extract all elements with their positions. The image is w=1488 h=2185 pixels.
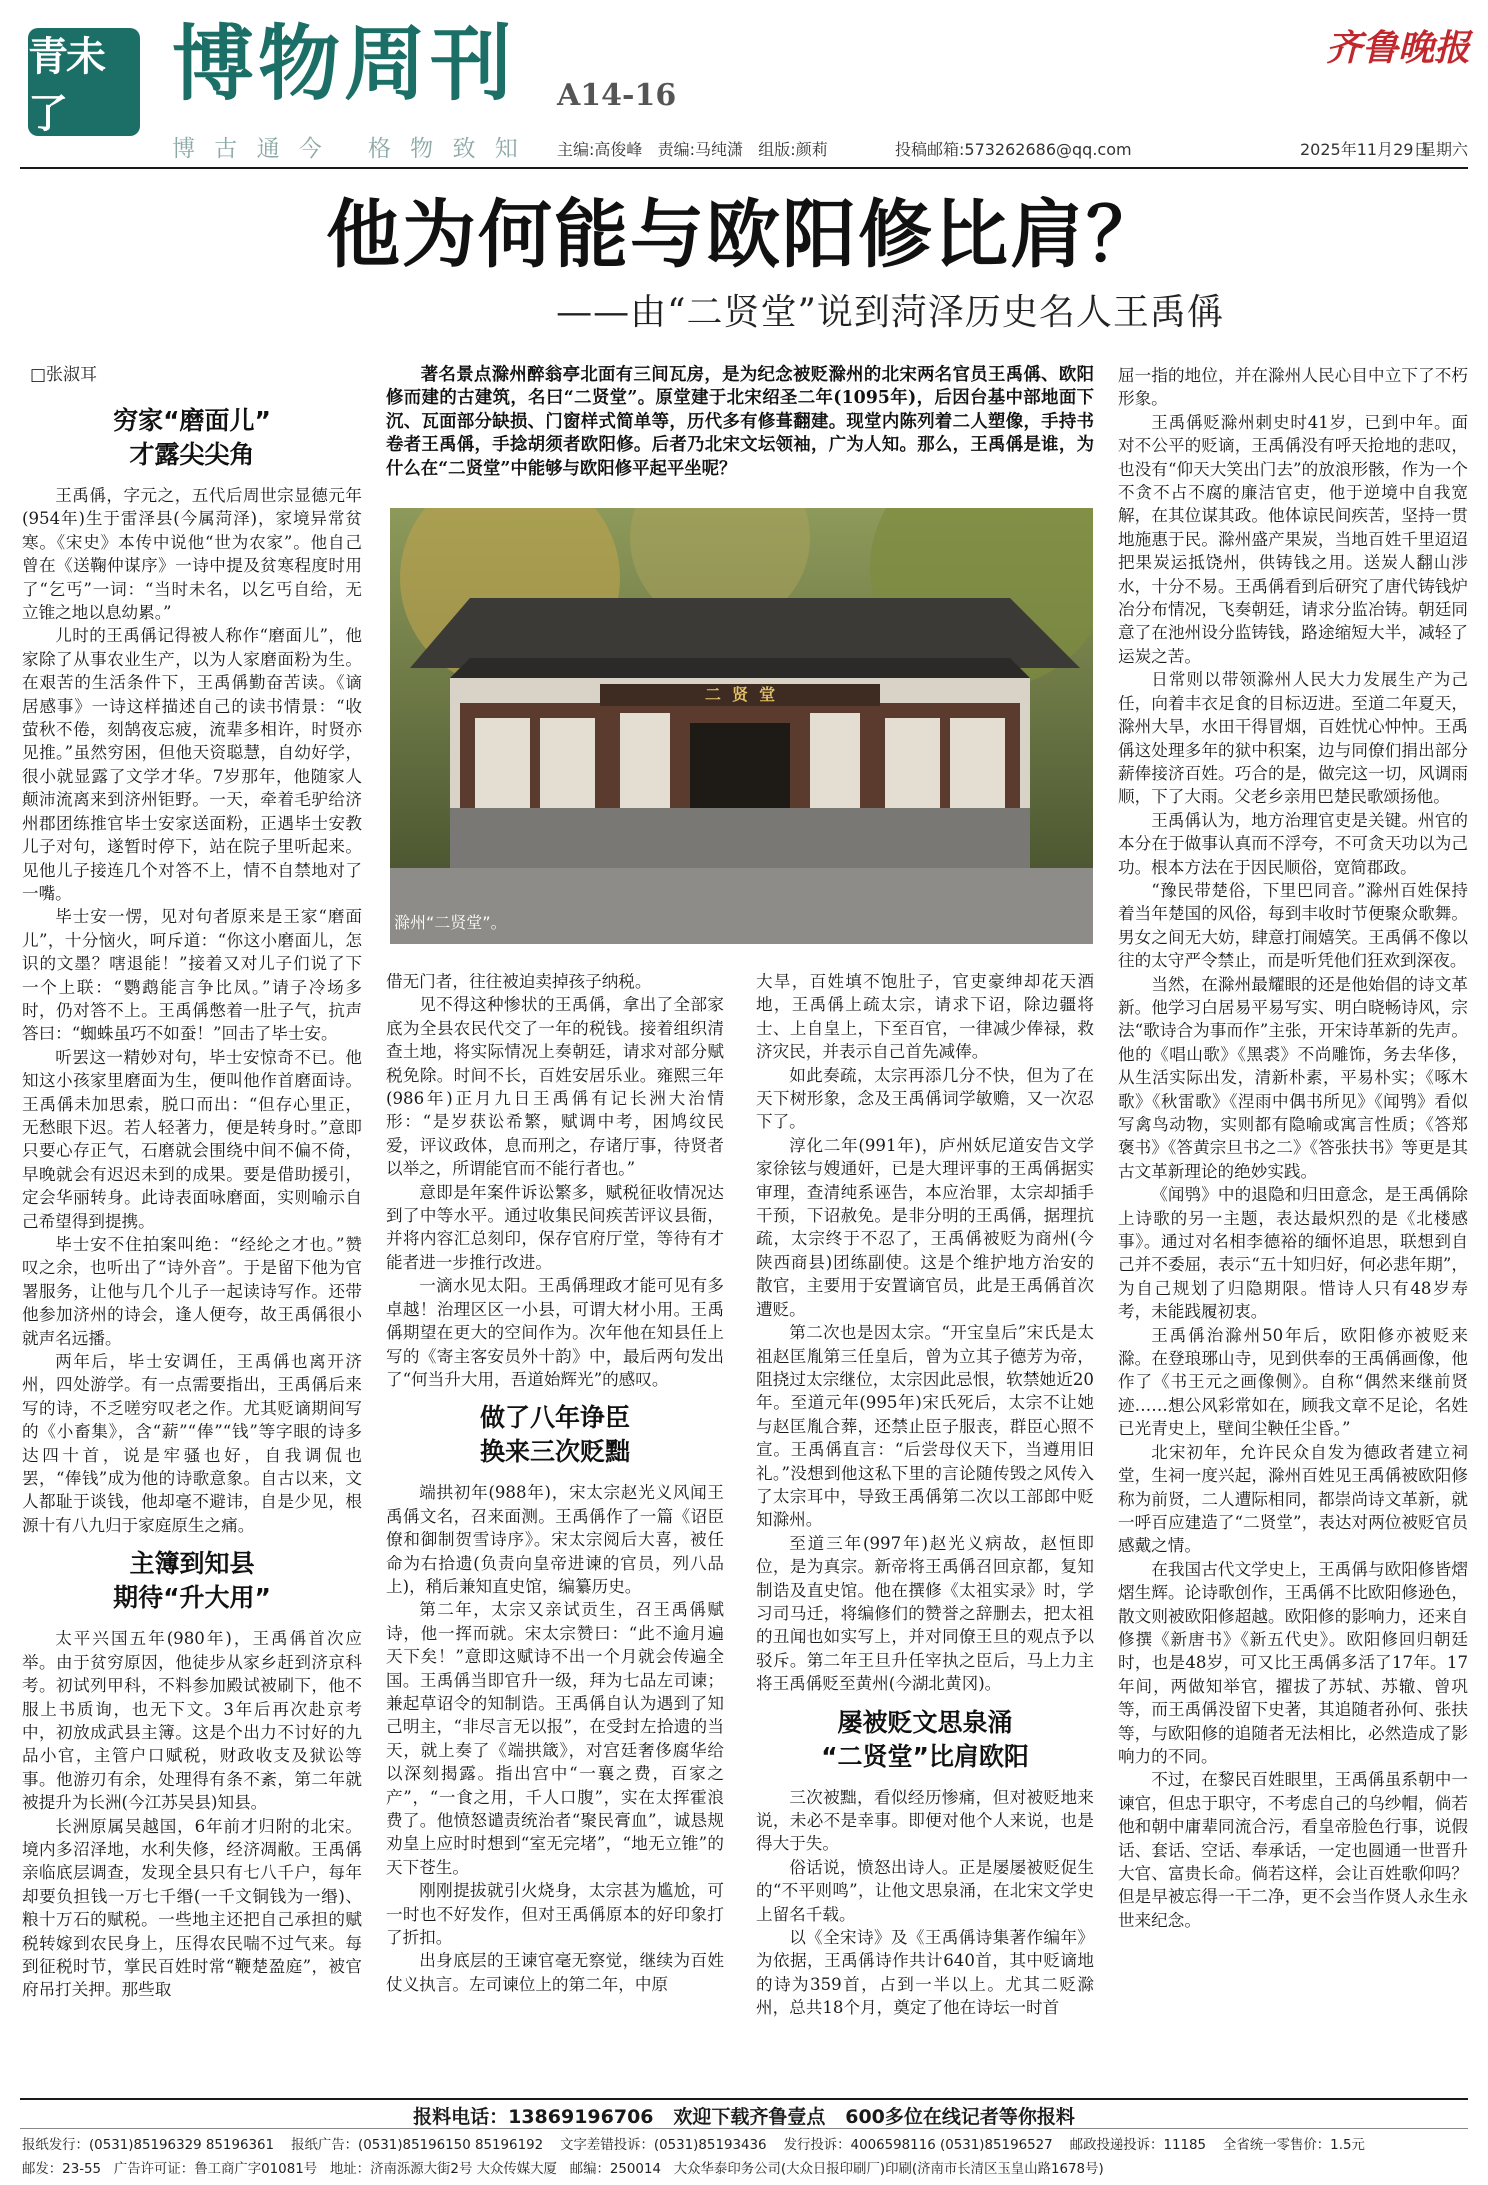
paragraph: 北宋初年，允许民众自发为德政者建立祠堂，生祠一度兴起，滁州百姓见王禹偁被欧阳修称为前贤，二人遭际相同，都崇尚诗文革新，就一呼百应建造了“二贤堂”，表达对两位被贬官员感戴之情。	[1118, 1442, 1468, 1556]
hall-photo-illustration	[390, 508, 1093, 944]
brand-logo-text: 青未了	[28, 33, 104, 137]
footer-rule-2	[20, 2128, 1468, 2129]
hall-photo	[390, 508, 1093, 944]
paragraph: 听罢这一精妙对句，毕士安惊奇不已。他知这小孩家里磨面为生，便叫他作首磨面诗。王禹偁未加思索，脱口而出：“但存心里正，无愁眼下迟。若人轻著力，便是转身时。”意即只要心存正气，石磨就会围绕中间不偏不倚，早晚就会有迟迟未到的成果。要是借助援引，定会华丽转身。此诗表面咏磨面，实则喻示自己希望得到提携。	[22, 1047, 362, 1231]
article-subtitle: ——由“二贤堂”说到菏泽历史名人王禹偁	[556, 292, 1224, 333]
paragraph: 两年后，毕士安调任，王禹偁也离开济州，四处游学。有一点需要指出，王禹偁后来写的诗，不乏嗟穷叹老之作。尤其贬谪期间写的《小畜集》，含“薪”“俸”“钱”等字眼的诗多达四十首，说是牢骚也好，自我调侃也罢，“俸钱”成为他的诗歌意象。自古以来，文人都耻于谈钱，他却毫不避讳，自是少见，根源十有八九归于家庭原生之痛。	[22, 1352, 362, 1535]
paragraph: 三次被黜，看似经历惨痛，但对被贬地来说，未必不是幸事。即便对他个人来说，也是得大于失。	[756, 1787, 1094, 1854]
section-heading-4: 屡被贬文思泉涌 “二贤堂”比肩欧阳	[821, 1707, 1029, 1771]
paragraph: 一滴水见太阳。王禹偁理政才能可见有多卓越！治理区区一小县，可谓大材小用。王禹偁期望在更大的空间作为。次年他在知县任上写的《寄主客安员外十韵》中，最后两句发出了“何当升大用，吾道始辉光”的感叹。	[386, 1276, 724, 1389]
paragraph: 长洲原属吴越国，6年前才归附的北宋。境内多沼泽地，水利失修，经济凋敝。王禹偁亲临底层调查，发现全县只有七八千户，每年却要负担钱一万七千缗(一千文铜钱为一缗)、粮十万石的赋税。一些地主还把自己承担的赋税转嫁到农民身上，压得农民喘不过气来。每到征税时节，掌民百姓时常“鞭楚盈庭”，被官府吊打关押。那些取	[22, 1816, 362, 2000]
paragraph: “豫民带楚俗，下里巴同音。”滁州百姓保持着当年楚国的风俗，每到丰收时节便聚众歌舞。男女之间无大妨，肆意打闹嬉笑。王禹偁不像以往的太守严令禁止，而是听凭他们狂欢到深夜。	[1118, 880, 1468, 971]
issue-date: 2025年11月29日	[1300, 140, 1430, 159]
footer-printing: 邮发：23-55 广告许可证：鲁工商广字01081号 地址：济南泺源大街2号 大众传媒大厦 邮编：250014 大众华泰印务公司(大众日报印刷厂)印刷(济南市长清区玉皇山路1678号)	[22, 2162, 1104, 2177]
brand-logo	[28, 28, 140, 136]
footer-rule	[20, 2098, 1468, 2100]
issue-weekday: 星期六	[1420, 140, 1469, 159]
paragraph: 以《全宋诗》及《王禹偁诗集著作编年》为依据，王禹偁诗作共计640首，其中贬谪地的诗为359首，占到一半以上。尤其二贬滁州，总共18个月，奠定了他在诗坛一时首	[756, 1928, 1094, 2018]
paragraph: 大旱，百姓填不饱肚子，官吏豪绅却花天酒地，王禹偁上疏太宗，请求下诏，除边疆将士、上自皇上，下至百官，一律减少俸禄，救济灾民，并表示自己首先减俸。	[756, 972, 1094, 1062]
article-lead: 著名景点滁州醉翁亭北面有三间瓦房，是为纪念被贬滁州的北宋两名官员王禹偁、欧阳修而建的古建筑，名曰“二贤堂”。原堂建于北宋绍圣二年(1095年)，后因台基中部地面下沉、瓦面部分缺损、门窗样式简单等，历代多有修葺翻建。现堂内陈列着二人塑像，手持书卷者王禹偁，手捻胡须者欧阳修。后者乃北宋文坛领袖，广为人知。那么，王禹偁是谁，为什么在“二贤堂”中能够与欧阳修平起平坐呢？	[386, 365, 1094, 479]
paragraph: 第二年，太宗又亲试贡生，召王禹偁赋诗，他一挥而就。宋太宗赞曰：“此不逾月遍天下矣！”意即这赋诗不出一个月就会传遍全国。王禹偁当即官升一级，拜为七品左司谏；兼起草诏令的知制诰。王禹偁自认为遇到了知己明主，“非尽言无以报”，在受封左拾遗的当天，就上奏了《端拱箴》，对宫廷奢侈腐华给以深刻揭露。指出宫中“一襄之费，百家之产”，“一食之用，千人口腹”，实在太挥霍浪费了。他愤怒谴责统治者“聚民膏血”，诚恳规劝皇上应时时想到“室无完堵”，“地无立锥”的天下苍生。	[386, 1600, 724, 1877]
paragraph: 毕士安不住拍案叫绝：“经纶之才也。”赞叹之余，也听出了“诗外音”。于是留下他为官署服务，让他与几个儿子一起读诗写作。还带他参加济州的诗会，逢人便夸，故王禹偁很小就声名远播。	[22, 1235, 362, 1348]
article-title: 他为何能与欧阳修比肩？	[326, 192, 1162, 278]
slogan: 博 古 通 今 格 物 致 知	[172, 136, 524, 162]
paragraph: 出身底层的王谏官毫无察觉，继续为百姓仗义执言。左司谏位上的第二年，中原	[386, 1951, 724, 1994]
paragraph: 《闻鸮》中的退隐和归田意念，是王禹偁除上诗歌的另一主题，表达最炽烈的是《北楼感事》。通过对名相李德裕的缅怀追思，联想到自己并不委屈，表示“五十知归好，何必悲年期”，为自己规划了归隐期限。惜诗人只有48岁寿考，未能践履初衷。	[1118, 1185, 1468, 1322]
paragraph: 当然，在滁州最耀眼的还是他始倡的诗文革新。他学习白居易平易写实、明白晓畅诗风，宗法“歌诗合为事而作”主张，开宋诗革新的先声。他的《唱山歌》《黑裘》不尚雕饰，务去华侈，从生活实际出发，清新朴素，平易朴实；《啄木歌》《秋雷歌》《涅雨中偶书所见》《闻鸮》看似写禽鸟动物，实则都有隐喻或寓言性质；《答郑褒书》《答黄宗旦书之二》《答张扶书》等更是其古文革新理论的绝妙实践。	[1118, 974, 1468, 1181]
photo-caption: 滁州“二贤堂”。	[394, 913, 507, 932]
paragraph: 刚刚提拔就引火烧身，太宗甚为尴尬，可一时也不好发作，但对王禹偁原本的好印象打了折扣。	[386, 1881, 724, 1948]
paragraph: 毕士安一愣，见对句者原来是王家“磨面儿”，十分恼火，呵斥道：“你这小磨面儿，怎识的文墨？嗐退能！”接着又对儿子们说了下一个上联：“鹦鹉能言争比凤。”请子冷场多时，仍对答不上。王禹偁憋着一肚子气，抗声答曰：“蜘蛛虽巧不如蚕！”回击了毕士安。	[22, 907, 362, 1044]
author-byline: □张淑耳	[30, 365, 98, 385]
footer-hotline: 报料电话：13869196706 欢迎下载齐鲁壹点 600多位在线记者等你报料	[413, 2106, 1075, 2128]
section-heading-2: 主簿到知县 期待“升大用”	[113, 1549, 271, 1613]
editors-credit: 主编:高俊峰 责编:马纯潇 组版:颜莉	[557, 140, 828, 159]
column-4	[1118, 364, 1468, 1932]
paper-name: 齐鲁晚报	[1326, 27, 1471, 69]
section-title: 博物周刊	[172, 16, 517, 112]
paragraph: 在我国古代文学史上，王禹偁与欧阳修皆熠熠生辉。论诗歌创作，王禹偁不比欧阳修逊色，散文则被欧阳修超越。欧阳修的影响力，还来自修撰《新唐书》《新五代史》。欧阳修回归朝廷时，也是48岁，可又比王禹偁多活了17年。17年间，两做知举官，擢拔了苏轼、苏辙、曾巩等，而王禹偁没留下史著，其追随者孙何、张扶等，与欧阳修的追随者无法相比，必然造成了影响力的不同。	[1118, 1559, 1468, 1766]
paragraph: 如此奏疏，太宗再添几分不快，但为了在天下树形象，念及王禹偁词学敏赡，又一次忍下了。	[756, 1065, 1094, 1132]
masthead-rule	[20, 167, 1468, 169]
paragraph: 淳化二年(991年)，庐州妖尼道安告文学家徐铉与嫂通奸，已是大理评事的王禹偁据实审理，查清纯系诬告，本应治罪，太宗却插手干预，下诏赦免。是非分明的王禹偁，据理抗疏，太宗终于不忍了，王禹偁被贬为商州(今陕西商县)团练副使。这是个维护地方治安的散官，主要用于安置谪官员，此是王禹偁首次遭贬。	[756, 1135, 1094, 1319]
paragraph: 儿时的王禹偁记得被人称作“磨面儿”，他家除了从事农业生产，以为人家磨面粉为生。在艰苦的生活条件下，王禹偁勤奋苦读。《谪居感事》一诗这样描述自己的读书情景：“收萤秋不倦，刻鹄夜忘疲，流辈多相许，时贤亦见推。”虽然穷困，但他天资聪慧，自幼好学，很小就显露了文学才华。7岁那年，他随家人颠沛流离来到济州钜野。一天，牵着毛驴给济州郡团练推官毕士安家送面粉，正遇毕士安教儿子对句，遂暂时停下，站在院子里听起来。见他儿子接连几个对答不上，情不自禁地对了一嘴。	[22, 626, 362, 903]
section-heading-3: 做了八年诤臣 换来三次贬黜	[479, 1403, 630, 1467]
paragraph: 借无门者，往往被迫卖掉孩子纳税。	[386, 972, 652, 991]
paragraph: 王禹偁，字元之，五代后周世宗显德元年(954年)生于雷泽县(今属菏泽)，家境异常贫寒。《宋史》本传中说他“世为农家”。他自己曾在《送鞠仲谋序》一诗中提及贫寒程度时用了“乞丐”一词：“当时未名，以乞丐自给，无立锥之地以息幼累。”	[22, 486, 362, 623]
paragraph: 王禹偁认为，地方治理官吏是关键。州官的本分在于做事认真而不浮夸，不可贪天功以为己功。根本方法在于因民顺俗，宽简郡政。	[1118, 810, 1468, 877]
submission-email: 投稿邮箱:573262686@qq.com	[895, 140, 1132, 159]
paragraph: 屈一指的地位，并在滁州人民心目中立下了不朽形象。	[1118, 366, 1468, 409]
column-2	[386, 970, 724, 1996]
section-heading-1: 穷家“磨面儿” 才露尖尖角	[113, 406, 271, 469]
paragraph: 端拱初年(988年)，宋太宗赵光义风闻王禹偁文名，召来面测。王禹偁作了一篇《诏臣僚和御制贺雪诗序》。宋太宗阅后大喜，被任命为右拾遗(负责向皇帝进谏的官员，列八品上)，稍后兼知直史馆，编纂历史。	[386, 1483, 724, 1596]
paragraph: 太平兴国五年(980年)，王禹偁首次应举。由于贫穷原因，他徒步从家乡赶到济京科考。初试列甲科，不料参加殿试被刷下，他不服上书质询，也无下文。3年后再次赴京考中，初放成武县主簿。这是个出力不讨好的九品小官，主管户口赋税，财政收支及狱讼等事。他游刃有余，处理得有条不紊，第二年就被提升为长洲(今江苏吴县)知县。	[22, 1629, 362, 1813]
hall-signboard: 二 贤 堂	[704, 685, 776, 704]
paragraph: 不过，在黎民百姓眼里，王禹偁虽系朝中一谏官，但忠于职守，不考虑自己的乌纱帽，倘若他和朝中庸辈同流合污，看皇帝脸色行事，说假话、套话、空话、奉承话，一定也圆通一世晋升大官、富贵长命。倘若这样，会让百姓歌仰吗？但是早被忘得一干二净，更不会当作贤人永生永世来纪念。	[1118, 1770, 1468, 1930]
footer-contacts: 报纸发行：(0531)85196329 85196361 报纸广告：(0531)85196150 85196192 文字差错投诉：(0531)85193436 发行投诉：4006598116 (0531)85196527 邮政投递投诉：11185 全省统一零售价：1.5元	[22, 2138, 1365, 2153]
paragraph: 第二次也是因太宗。“开宝皇后”宋氏是太祖赵匡胤第三任皇后，曾为立其子德芳为帝，阻挠过太宗继位，太宗因此忌恨，软禁她近20年。至道元年(995年)宋氏死后，太宗不让她与赵匡胤合葬，还禁止臣子服丧，群臣心照不宣。王禹偁直言：“后尝母仪天下，当遵用旧礼。”没想到他这私下里的言论随传毁之风传入了太宗耳中，导致王禹偁第二次以工部郎中贬知滁州。	[756, 1323, 1094, 1530]
paragraph: 至道三年(997年)赵光义病故，赵恒即位，是为真宗。新帝将王禹偁召回京都，复知制诰及直史馆。他在撰修《太祖实录》时，学习司马迁，将编修们的赞誉之辞删去，把太祖的丑闻也如实写上，并对同僚王旦的观点予以驳斥。第二年王旦升任宰执之臣后，马上力主将王禹偁贬至黄州(今湖北黄冈)。	[756, 1533, 1094, 1694]
paragraph: 意即是年案件诉讼繁多，赋税征收情况达到了中等水平。通过收集民间疾苦评议县衙，并将内容汇总刻印，保存官府厅堂，等待有才能者进一步推行改进。	[386, 1182, 724, 1272]
paragraph: 见不得这种惨状的王禹偁，拿出了全部家底为全县农民代交了一年的税钱。接着组织清查土地，将实际情况上奏朝廷，请求对部分赋税免除。时间不长，百姓安居乐业。雍熙三年(986年)正月九日王禹偁有记长洲大治情形：“是岁获讼希繁，赋调中考，困鸠纹民爱，评议政体，息而刑之，存诸厅事，待贤者以举之，所谓能官而不能行者也。”	[386, 995, 724, 1179]
column-3	[756, 970, 1094, 2020]
paragraph: 王禹偁治滁州50年后，欧阳修亦被贬来滁。在登琅琊山寺，见到供奉的王禹偁画像，他作了《书王元之画像侧》。自称“偶然来继前贤迹……想公风彩常如在，顾我文章不足论，名姓已光青史上，壁间尘鞅任尘昏。”	[1118, 1325, 1468, 1439]
paragraph: 日常则以带领滁州人民大力发展生产为己任，向着丰衣足食的目标迈进。至道二年夏天，滁州大旱，水田干得冒烟，百姓忧心忡忡。王禹偁这处理多年的狱中积案，边与同僚们捐出部分薪俸接济百姓。巧合的是，做完这一切，风调雨顺，下了大雨。父老乡亲用巴楚民歌颂扬他。	[1118, 670, 1468, 807]
page-range: A14-16	[557, 78, 677, 113]
paragraph: 王禹偁贬滁州刺史时41岁，已到中年。面对不公平的贬谪，王禹偁没有呼天抢地的悲叹，也没有“仰天大笑出门去”的放浪形骸，作为一个不贪不占不腐的廉洁官吏，他于逆境中自我宽解，在其位谋其政。他体谅民间疾苦，坚持一贯地施惠于民。滁州盛产果炭，当地百姓千里迢迢把果炭运抵饶州，供铸钱之用。送炭人翻山涉水，十分不易。王禹偁看到后研究了唐代铸钱炉冶分布情况，飞奏朝廷，请求分监冶铸。朝廷同意了在池州设分监铸钱，路途缩短大半，减轻了运炭之苦。	[1118, 412, 1468, 666]
column-1	[22, 394, 362, 2002]
paragraph: 俗话说，愤怒出诗人。正是屡屡被贬促生的“不平则鸣”，让他文思泉涌，在北宋文学史上留名千载。	[756, 1857, 1094, 1924]
